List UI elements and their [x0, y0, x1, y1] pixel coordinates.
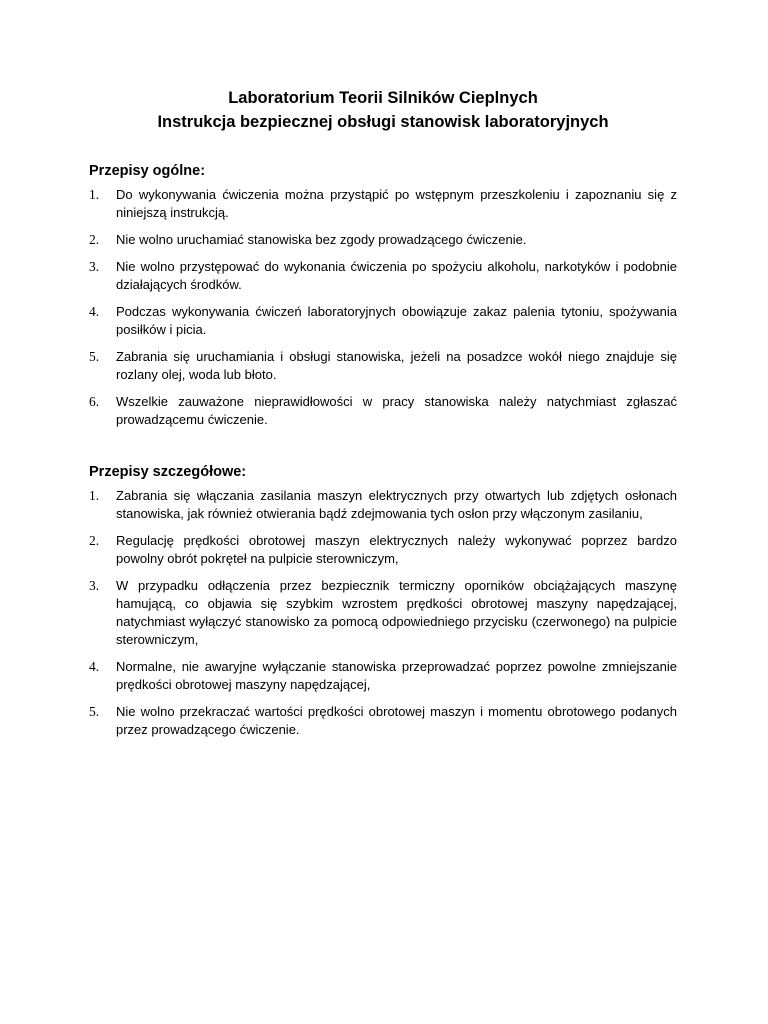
list-item	[89, 487, 677, 523]
item-text: Nie wolno uruchamiać stanowiska bez zgody prowadzącego ćwiczenie.	[116, 232, 527, 247]
item-number: 3.	[89, 259, 100, 274]
item-number: 1.	[89, 488, 100, 503]
list-item	[89, 186, 677, 222]
item-text: Zabrania się uruchamiania i obsługi stanowiska, jeżeli na posadzce wokół niego znajduje się rozlany olej, woda lub błoto.	[116, 349, 677, 382]
item-text: Nie wolno przystępować do wykonania ćwiczenia po spożyciu alkoholu, narkotyków i podobnie działających środków.	[116, 259, 677, 292]
list-item	[89, 532, 677, 568]
item-text: W przypadku odłączenia przez bezpiecznik termiczny oporników obciążających maszynę hamującą, co objawia się szybkim wzrostem prędkości obrotowej maszyny napędzającej, natychmiast wyłączyć stanowisko za pomocą odpowiedniego przycisku (czerwonego) na pulpicie sterowniczym,	[116, 578, 677, 647]
item-text: Podczas wykonywania ćwiczeń laboratoryjnych obowiązuje zakaz palenia tytoniu, spożywania posiłków i picia.	[116, 304, 677, 337]
document-title	[89, 86, 677, 134]
item-number: 2.	[89, 232, 100, 247]
list-item	[89, 658, 677, 694]
item-number: 4.	[89, 659, 100, 674]
title-line-1: Laboratorium Teorii Silników Cieplnych	[228, 89, 538, 107]
item-text: Regulację prędkości obrotowej maszyn elektrycznych należy wykonywać poprzez bardzo powolny obrót pokręteł na pulpicie sterowniczym,	[116, 533, 677, 566]
list-item	[89, 703, 677, 739]
item-number: 2.	[89, 533, 100, 548]
item-text: Wszelkie zauważone nieprawidłowości w pracy stanowiska należy natychmiast zgłaszać prowadzącemu ćwiczenie.	[116, 394, 677, 427]
general-rules-heading: Przepisy ogólne:	[89, 163, 206, 179]
general-rules-list	[89, 186, 677, 429]
title-line-2: Instrukcja bezpiecznej obsługi stanowisk laboratoryjnych	[157, 113, 609, 131]
list-item	[89, 577, 677, 649]
item-number: 3.	[89, 578, 100, 593]
item-text: Normalne, nie awaryjne wyłączanie stanowiska przeprowadzać poprzez powolne zmniejszanie prędkości obrotowej maszyny napędzającej,	[116, 659, 677, 692]
list-item	[89, 393, 677, 429]
item-number: 5.	[89, 704, 100, 719]
list-item	[89, 231, 677, 249]
item-number: 4.	[89, 304, 100, 319]
item-text: Do wykonywania ćwiczenia można przystąpić po wstępnym przeszkoleniu i zapoznaniu się z niniejszą instrukcją.	[116, 187, 677, 220]
list-item	[89, 258, 677, 294]
list-item	[89, 303, 677, 339]
item-number: 6.	[89, 394, 100, 409]
item-text: Nie wolno przekraczać wartości prędkości obrotowej maszyn i momentu obrotowego podanych przez prowadzącego ćwiczenie.	[116, 704, 677, 737]
item-number: 1.	[89, 187, 100, 202]
detailed-rules-list	[89, 487, 677, 739]
list-item	[89, 348, 677, 384]
item-text: Zabrania się włączania zasilania maszyn elektrycznych przy otwartych lub zdjętych osłonach stanowiska, jak również otwierania bądź zdejmowania tych osłon przy włączonym zasilaniu,	[116, 488, 677, 521]
item-number: 5.	[89, 349, 100, 364]
detailed-rules-heading: Przepisy szczegółowe:	[89, 464, 247, 480]
